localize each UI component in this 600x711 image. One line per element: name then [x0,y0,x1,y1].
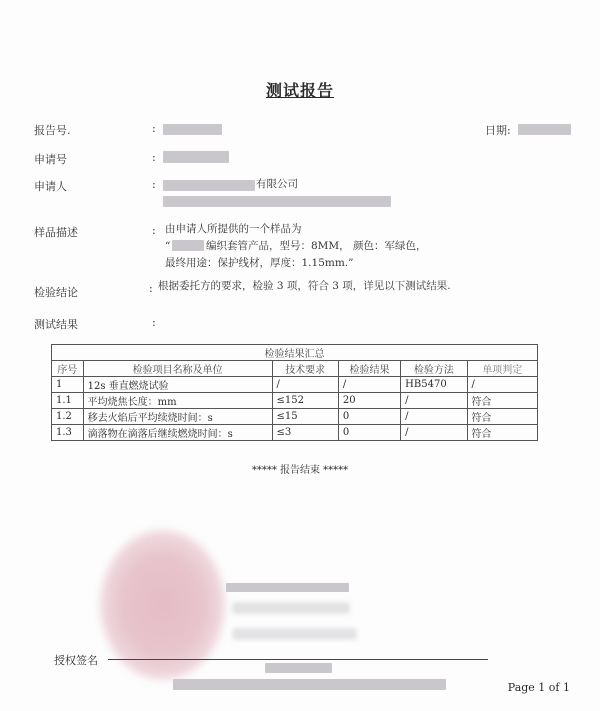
redacted-signatory-name [265,663,332,673]
colon: : [152,224,156,237]
table-cell: 1.1 [52,393,84,409]
colon: : [149,282,153,295]
table-cell: 移去火焰后平均续烧时间：s [83,409,272,425]
table-cell: 平均烧焦长度：mm [83,393,272,409]
column-header: 检验方法 [401,361,467,377]
blurred-text [232,602,350,614]
colon: : [152,178,156,191]
redacted-report-number [163,124,222,135]
table-cell: 1 [52,377,84,393]
table-row [52,409,538,425]
colon: : [152,122,156,135]
conclusion-label: 检验结论 [34,286,78,299]
table-cell: / [401,393,467,409]
table-cell: 1.3 [52,425,84,441]
colon: : [152,151,156,164]
report-title: 测试报告 [265,81,334,100]
table-cell: 1.2 [52,409,84,425]
table-cell: HB5470 [401,377,467,393]
redacted-signatory-line [226,583,349,592]
column-header: 单项判定 [467,361,537,377]
table-cell: 12s 垂直燃烧试验 [83,377,272,393]
table-cell: / [467,377,537,393]
table-row [52,425,538,441]
table-cell: 0 [338,425,400,441]
table-cell: 符合 [467,425,537,441]
sample-description-line-3: 最终用途：保护线材，厚度：1.15mm.” [165,257,354,269]
conclusion-text: 根据委托方的要求，检验 3 项，符合 3 项，详见以下测试结果. [158,280,451,292]
table-cell: ≤15 [272,409,338,425]
sample-description-label: 样品描述 [34,226,78,239]
blurred-text [232,628,357,640]
table-row [52,377,538,393]
table-cell: / [401,425,467,441]
table-caption: 检验结果汇总 [52,345,538,361]
table-cell: 0 [338,409,400,425]
authorized-signature-label: 授权签名 [54,654,98,667]
date-label: 日期: [485,124,511,137]
table-cell: / [338,377,400,393]
applicant-label: 申请人 [34,180,67,193]
report-end-marker: ***** 报告结束 ***** [251,465,349,476]
redacted-brand [172,240,204,251]
page-number: Page 1 of 1 [507,681,570,694]
table-cell: 符合 [467,393,537,409]
column-header: 检验项目名称及单位 [83,361,272,377]
applicant-company-suffix: 有限公司 [256,178,298,190]
column-header: 序号 [52,361,84,377]
blurred-seal [100,530,225,680]
sample-description-line-2: 编织套管产品，型号：8MM， 颜色：军绿色， [206,240,427,252]
table-row [52,393,538,409]
signature-line [108,659,488,660]
column-header: 技术要求 [272,361,338,377]
redacted-footer-text [173,679,446,690]
table-cell: 20 [338,393,400,409]
test-results-label: 测试结果 [34,318,78,331]
report-number-label: 报告号. [34,124,71,137]
redacted-date [518,124,571,135]
sample-description-line-2-prefix: “ [165,240,171,252]
table-cell: / [401,409,467,425]
redacted-applicant-name [163,180,255,191]
table-cell: 符合 [467,409,537,425]
table-cell: / [272,377,338,393]
colon: : [152,316,156,329]
application-number-label: 申请号 [34,153,67,166]
table-header-row [52,361,538,377]
redacted-application-number [163,151,229,163]
sample-description-line-1: 由申请人所提供的一个样品为 [165,223,302,235]
redacted-applicant-address [163,196,391,207]
table-cell: 滴落物在滴落后继续燃烧时间：s [83,425,272,441]
table-cell: ≤3 [272,425,338,441]
table-cell: ≤152 [272,393,338,409]
results-summary-table [51,344,538,441]
column-header: 检验结果 [338,361,400,377]
